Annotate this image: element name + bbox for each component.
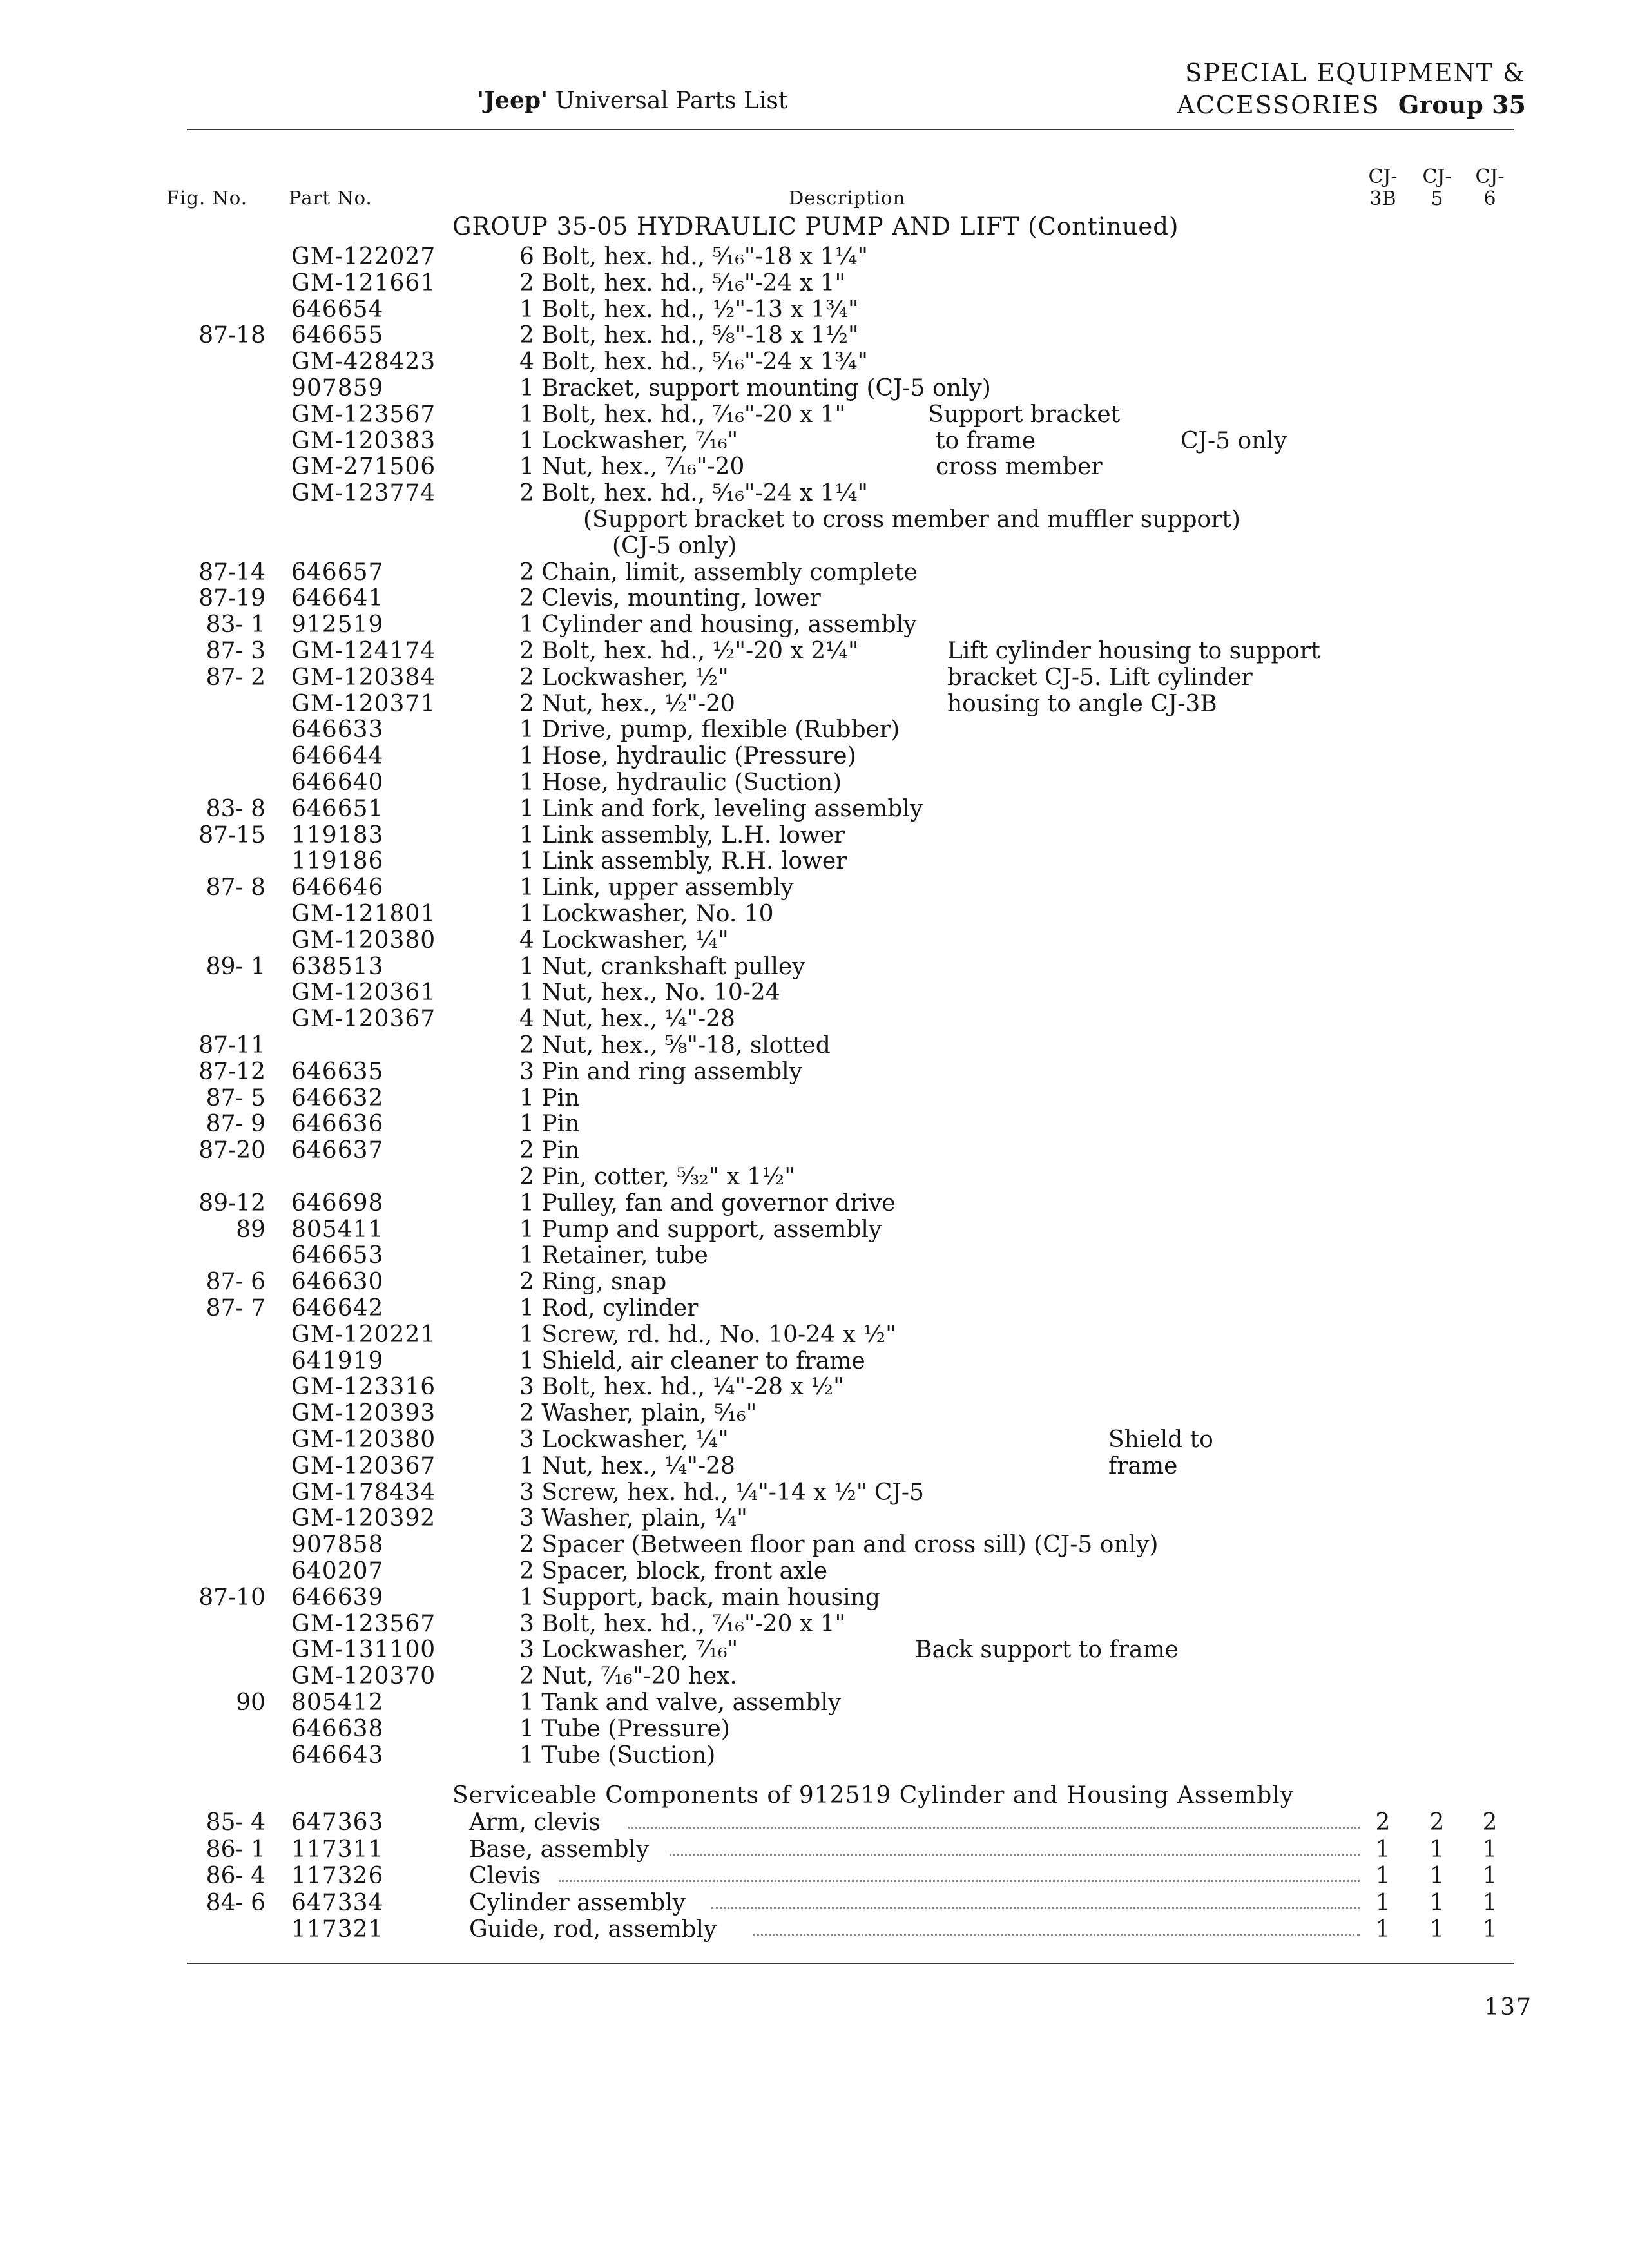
part-no-cell: 646633 xyxy=(291,716,384,744)
table-row xyxy=(0,979,1629,1006)
table-row xyxy=(0,769,1629,796)
description-cell: 3 Bolt, hex. hd., ¼"-28 x ½" xyxy=(519,1374,844,1401)
part-no-cell: 646635 xyxy=(291,1058,384,1085)
fig-no-cell: 84- 6 xyxy=(206,1889,265,1916)
part-no-cell: GM-120380 xyxy=(291,927,436,954)
applicability-note: CJ-5 only xyxy=(1181,427,1287,454)
part-no-cell: 646636 xyxy=(291,1111,384,1138)
description-column-header: Description xyxy=(789,187,906,209)
description-cell: 2 Chain, limit, assembly complete xyxy=(519,559,918,586)
component-row xyxy=(0,1863,1629,1889)
part-no-cell: GM-120371 xyxy=(291,690,436,717)
description-cell: 1 Tube (Pressure) xyxy=(519,1715,730,1742)
table-row xyxy=(0,1689,1629,1716)
table-row xyxy=(0,716,1629,743)
part-no-cell: 646655 xyxy=(291,322,384,349)
dot-leader xyxy=(628,1827,1360,1829)
description-cell: 2 Clevis, mounting, lower xyxy=(519,585,821,612)
group-note: bracket CJ-5. Lift cylinder xyxy=(947,664,1253,691)
table-row xyxy=(0,1242,1629,1269)
fig-no-cell: 86- 4 xyxy=(206,1863,265,1889)
table-row xyxy=(0,270,1629,296)
part-no-cell: GM-120392 xyxy=(291,1505,436,1532)
group-note: housing to angle CJ-3B xyxy=(947,690,1217,717)
cj3b-quantity-cell: 1 xyxy=(1375,1863,1391,1889)
table-row xyxy=(0,1611,1629,1637)
part-no-cell: 646654 xyxy=(291,296,384,323)
cj6-quantity-cell: 1 xyxy=(1482,1863,1498,1889)
description-cell: 2 Nut, hex., ⅝"-18, slotted xyxy=(519,1032,831,1059)
part-no-cell: 638513 xyxy=(291,953,384,980)
group-note: Shield to xyxy=(1108,1427,1213,1453)
part-no-cell: 646640 xyxy=(291,769,384,796)
group-note: frame xyxy=(1108,1452,1178,1479)
fig-no-cell: 89 xyxy=(236,1216,265,1243)
part-no-cell: GM-120221 xyxy=(291,1321,436,1348)
header-rule xyxy=(187,129,1514,130)
description-cell: 1 Link, upper assembly xyxy=(519,874,794,901)
description-cell: 4 Lockwasher, ¼" xyxy=(519,927,729,954)
footer-rule xyxy=(187,1963,1514,1964)
description-cell: 1 Hose, hydraulic (Suction) xyxy=(519,769,842,796)
fig-no-cell: 89- 1 xyxy=(206,953,265,980)
cj6-quantity-cell: 1 xyxy=(1482,1836,1498,1863)
description-cell: 1 Link assembly, R.H. lower xyxy=(519,848,847,875)
description-cell: (Support bracket to cross member and muffler support) xyxy=(583,506,1240,533)
table-row xyxy=(0,1348,1629,1374)
description-cell: 1 Rod, cylinder xyxy=(519,1295,699,1321)
part-no-cell: GM-120380 xyxy=(291,1427,436,1453)
cj5-quantity-cell: 1 xyxy=(1429,1863,1445,1889)
cj3b-quantity-cell: 2 xyxy=(1375,1809,1391,1836)
fig-no-cell: 87- 6 xyxy=(206,1269,265,1296)
description-cell: 1 Tube (Suction) xyxy=(519,1742,716,1769)
description-cell: 2 Spacer (Between floor pan and cross sill) (CJ-5 only) xyxy=(519,1532,1159,1559)
fig-no-cell: 87-11 xyxy=(198,1032,265,1059)
table-row xyxy=(0,322,1629,349)
table-row xyxy=(0,296,1629,323)
table-row xyxy=(0,1584,1629,1611)
table-row xyxy=(0,559,1629,586)
table-row xyxy=(0,1479,1629,1506)
description-cell: 2 Bolt, hex. hd., ½"-20 x 2¼" xyxy=(519,638,859,664)
table-row xyxy=(0,954,1629,980)
group-note: cross member xyxy=(936,454,1103,481)
page-number: 137 xyxy=(1484,1994,1532,2021)
description-cell: 1 Lockwasher, No. 10 xyxy=(519,901,774,927)
table-row xyxy=(0,1295,1629,1321)
table-row xyxy=(0,664,1629,691)
part-no-cell: 646632 xyxy=(291,1084,384,1111)
table-row xyxy=(0,901,1629,927)
part-no-cell: 117311 xyxy=(291,1836,384,1863)
part-no-cell: 646639 xyxy=(291,1584,384,1611)
table-row xyxy=(0,743,1629,769)
part-no-cell: 646698 xyxy=(291,1189,384,1216)
description-cell: 1 Hose, hydraulic (Pressure) xyxy=(519,743,856,770)
table-row xyxy=(0,1637,1629,1663)
part-no-cell: 646651 xyxy=(291,795,384,822)
part-no-cell: GM-271506 xyxy=(291,454,436,481)
table-row xyxy=(0,506,1629,533)
description-cell: 2 Nut, ⁷⁄₁₆"-20 hex. xyxy=(519,1663,737,1690)
table-row xyxy=(0,1742,1629,1769)
description-cell: 1 Pin xyxy=(519,1084,580,1111)
part-no-cell: GM-121801 xyxy=(291,901,436,927)
part-no-cell: 805411 xyxy=(291,1216,384,1243)
brand-name: 'Jeep' xyxy=(477,87,548,114)
description-cell: 1 Cylinder and housing, assembly xyxy=(519,611,917,639)
description-cell: 1 Pin xyxy=(519,1111,580,1138)
cj6-quantity-cell: 1 xyxy=(1482,1889,1498,1916)
fig-no-cell: 87- 9 xyxy=(206,1111,265,1138)
fig-no-cell: 87-18 xyxy=(198,322,265,349)
description-cell: 3 Bolt, hex. hd., ⁷⁄₁₆"-20 x 1" xyxy=(519,1610,846,1637)
part-no-cell: 646653 xyxy=(291,1242,384,1269)
table-row xyxy=(0,480,1629,506)
table-row xyxy=(0,1032,1629,1059)
description-cell: 2 Bolt, hex. hd., ⅝"-18 x 1½" xyxy=(519,322,859,349)
description-cell: 1 Nut, hex., ¼"-28 xyxy=(519,1452,735,1479)
table-row xyxy=(0,638,1629,664)
part-no-cell: 907859 xyxy=(291,375,384,401)
table-row xyxy=(0,1558,1629,1584)
part-no-cell: GM-131100 xyxy=(291,1637,436,1664)
fig-no-cell: 87-14 xyxy=(198,559,265,586)
table-row xyxy=(0,874,1629,901)
section-heading-line1: SPECIAL EQUIPMENT & xyxy=(1185,59,1526,87)
description-cell: 1 Bolt, hex. hd., ⁷⁄₁₆"-20 x 1" xyxy=(519,401,846,428)
description-cell: 3 Washer, plain, ¼" xyxy=(519,1505,747,1532)
table-row xyxy=(0,1006,1629,1032)
dot-leader xyxy=(753,1934,1360,1936)
table-row xyxy=(0,401,1629,428)
fig-no-cell: 87-12 xyxy=(198,1058,265,1085)
part-no-cell: GM-122027 xyxy=(291,244,436,270)
fig-no-cell: 87- 2 xyxy=(206,664,265,691)
description-cell: 1 Link and fork, leveling assembly xyxy=(519,795,923,822)
part-no-cell: 647363 xyxy=(291,1809,384,1836)
table-row xyxy=(0,822,1629,849)
description-cell: 1 Nut, hex., ⁷⁄₁₆"-20 xyxy=(519,454,745,481)
part-no-cell: 907858 xyxy=(291,1532,384,1559)
part-no-cell: 117321 xyxy=(291,1916,384,1943)
cj3b-quantity-cell: 1 xyxy=(1375,1889,1391,1916)
part-no-cell: 641919 xyxy=(291,1347,384,1374)
cj3b-column-header: CJ- 3B xyxy=(1368,166,1398,210)
fig-no-cell: 87-10 xyxy=(198,1584,265,1611)
cj6-column-header: CJ- 6 xyxy=(1475,166,1505,210)
part-no-cell: 646644 xyxy=(291,743,384,770)
section-heading xyxy=(1177,57,1526,121)
table-row xyxy=(0,1059,1629,1085)
part-no-cell: GM-121661 xyxy=(291,269,436,296)
description-cell: 1 Support, back, main housing xyxy=(519,1584,880,1611)
part-no-cell: GM-123316 xyxy=(291,1374,436,1401)
fig-no-cell: 86- 1 xyxy=(206,1836,265,1863)
group-note: Lift cylinder housing to support xyxy=(947,638,1320,664)
part-no-cell: 646643 xyxy=(291,1742,384,1769)
part-no-cell: 119186 xyxy=(291,848,384,875)
dot-leader xyxy=(711,1907,1360,1909)
part-no-cell: 646637 xyxy=(291,1137,384,1164)
dot-leader xyxy=(559,1880,1360,1882)
table-row xyxy=(0,1321,1629,1348)
table-row xyxy=(0,533,1629,559)
part-no-cell: GM-124174 xyxy=(291,638,436,664)
description-cell: 1 Bolt, hex. hd., ½"-13 x 1¾" xyxy=(519,296,859,323)
fig-no-cell: 87- 7 xyxy=(206,1295,265,1321)
table-row xyxy=(0,1216,1629,1243)
description-cell: 1 Drive, pump, flexible (Rubber) xyxy=(519,716,900,744)
fig-no-column-header: Fig. No. xyxy=(166,187,247,209)
cj3b-quantity-cell: 1 xyxy=(1375,1916,1391,1943)
table-row xyxy=(0,1164,1629,1190)
cj5-quantity-cell: 1 xyxy=(1429,1889,1445,1916)
description-cell: 1 Screw, rd. hd., No. 10-24 x ½" xyxy=(519,1321,896,1348)
table-row xyxy=(0,375,1629,401)
fig-no-cell: 87- 3 xyxy=(206,638,265,664)
dot-leader xyxy=(670,1854,1360,1856)
document-title-text: Universal Parts List xyxy=(548,88,788,114)
description-cell: 3 Lockwasher, ¼" xyxy=(519,1427,729,1453)
group-note: Back support to frame xyxy=(915,1637,1179,1664)
part-no-cell: GM-120361 xyxy=(291,979,436,1006)
description-cell: 3 Screw, hex. hd., ¼"-14 x ½" CJ-5 xyxy=(519,1479,924,1506)
fig-no-cell: 87- 8 xyxy=(206,874,265,901)
fig-no-cell: 87- 5 xyxy=(206,1084,265,1111)
cj5-quantity-cell: 2 xyxy=(1429,1809,1445,1836)
section-heading-line2: ACCESSORIES xyxy=(1177,91,1380,119)
description-cell: 2 Lockwasher, ½" xyxy=(519,664,729,691)
table-row xyxy=(0,927,1629,954)
part-no-cell: GM-178434 xyxy=(291,1479,436,1506)
description-cell: Cylinder assembly xyxy=(469,1889,686,1916)
fig-no-cell: 87-15 xyxy=(198,822,265,849)
fig-no-cell: 90 xyxy=(236,1689,265,1716)
part-no-cell: 640207 xyxy=(291,1558,384,1584)
description-cell: 1 Link assembly, L.H. lower xyxy=(519,822,845,849)
description-cell: (CJ-5 only) xyxy=(612,532,737,559)
table-row xyxy=(0,1716,1629,1742)
part-no-cell: 646630 xyxy=(291,1269,384,1296)
part-no-column-header: Part No. xyxy=(289,187,372,209)
document-title xyxy=(477,87,787,114)
table-row xyxy=(0,428,1629,454)
table-row xyxy=(0,848,1629,874)
part-no-cell: GM-123567 xyxy=(291,401,436,428)
part-no-cell: 646646 xyxy=(291,874,384,901)
description-cell: 3 Pin and ring assembly xyxy=(519,1058,802,1085)
component-row xyxy=(0,1809,1629,1836)
component-row xyxy=(0,1890,1629,1916)
description-cell: 2 Nut, hex., ½"-20 xyxy=(519,690,735,717)
part-no-cell: GM-120370 xyxy=(291,1663,436,1690)
components-title: Serviceable Components of 912519 Cylinder and Housing Assembly xyxy=(452,1782,1295,1809)
description-cell: 2 Washer, plain, ⁵⁄₁₆" xyxy=(519,1400,757,1427)
group-note: to frame xyxy=(936,427,1036,454)
part-no-cell: GM-123567 xyxy=(291,1610,436,1637)
part-no-cell: 117326 xyxy=(291,1863,384,1889)
table-row xyxy=(0,1085,1629,1111)
description-cell: Guide, rod, assembly xyxy=(469,1916,717,1943)
part-no-cell: 646641 xyxy=(291,585,384,612)
part-no-cell: 912519 xyxy=(291,611,384,639)
part-no-cell: 647334 xyxy=(291,1889,384,1916)
fig-no-cell: 87-20 xyxy=(198,1137,265,1164)
description-cell: 1 Pump and support, assembly xyxy=(519,1216,882,1243)
cj5-column-header: CJ- 5 xyxy=(1422,166,1452,210)
table-row xyxy=(0,691,1629,717)
fig-no-cell: 87-19 xyxy=(198,585,265,612)
part-no-cell: GM-428423 xyxy=(291,349,436,376)
cj3b-quantity-cell: 1 xyxy=(1375,1836,1391,1863)
fig-no-cell: 83- 1 xyxy=(206,611,265,639)
description-cell: 4 Bolt, hex. hd., ⁵⁄₁₆"-24 x 1¾" xyxy=(519,349,868,376)
part-no-cell: GM-120383 xyxy=(291,427,436,454)
description-cell: 6 Bolt, hex. hd., ⁵⁄₁₆"-18 x 1¼" xyxy=(519,244,868,270)
part-no-cell: 646638 xyxy=(291,1715,384,1742)
component-row xyxy=(0,1916,1629,1943)
table-row xyxy=(0,585,1629,611)
part-no-cell: GM-120384 xyxy=(291,664,436,691)
description-cell: 2 Bolt, hex. hd., ⁵⁄₁₆"-24 x 1" xyxy=(519,269,846,296)
part-no-cell: 646657 xyxy=(291,559,384,586)
component-row xyxy=(0,1836,1629,1863)
fig-no-cell: 85- 4 xyxy=(206,1809,265,1836)
part-no-cell: GM-120367 xyxy=(291,1006,436,1033)
description-cell: 4 Nut, hex., ¼"-28 xyxy=(519,1006,735,1033)
table-row xyxy=(0,1453,1629,1479)
description-cell: 3 Lockwasher, ⁷⁄₁₆" xyxy=(519,1637,738,1664)
cj6-quantity-cell: 1 xyxy=(1482,1916,1498,1943)
part-no-cell: GM-123774 xyxy=(291,480,436,507)
part-no-cell: GM-120393 xyxy=(291,1400,436,1427)
description-cell: Arm, clevis xyxy=(469,1809,601,1836)
part-no-cell: 119183 xyxy=(291,822,384,849)
description-cell: 1 Bracket, support mounting (CJ-5 only) xyxy=(519,375,991,401)
table-row xyxy=(0,244,1629,270)
table-row xyxy=(0,1532,1629,1558)
description-cell: Clevis xyxy=(469,1863,541,1889)
description-cell: 1 Lockwasher, ⁷⁄₁₆" xyxy=(519,427,738,454)
table-row xyxy=(0,796,1629,822)
table-row xyxy=(0,611,1629,638)
cj5-quantity-cell: 1 xyxy=(1429,1836,1445,1863)
table-row xyxy=(0,349,1629,375)
description-cell: 2 Bolt, hex. hd., ⁵⁄₁₆"-24 x 1¼" xyxy=(519,480,868,507)
description-cell: 1 Shield, air cleaner to frame xyxy=(519,1347,865,1374)
description-cell: 1 Retainer, tube xyxy=(519,1242,708,1269)
description-cell: 2 Spacer, block, front axle xyxy=(519,1558,828,1584)
group-note: Support bracket xyxy=(928,401,1121,428)
part-no-cell: 646642 xyxy=(291,1295,384,1321)
description-cell: 2 Pin xyxy=(519,1137,580,1164)
table-row xyxy=(0,1137,1629,1164)
group-number: Group 35 xyxy=(1398,90,1526,119)
table-row xyxy=(0,1269,1629,1295)
description-cell: 1 Nut, hex., No. 10-24 xyxy=(519,979,780,1006)
table-row xyxy=(0,1400,1629,1427)
table-row xyxy=(0,1111,1629,1137)
description-cell: 1 Pulley, fan and governor drive xyxy=(519,1189,896,1216)
table-row xyxy=(0,1374,1629,1400)
fig-no-cell: 83- 8 xyxy=(206,795,265,822)
table-row xyxy=(0,1427,1629,1453)
description-cell: 1 Nut, crankshaft pulley xyxy=(519,953,805,980)
group-title: GROUP 35-05 HYDRAULIC PUMP AND LIFT (Continued) xyxy=(452,213,1179,240)
table-row xyxy=(0,1663,1629,1689)
fig-no-cell: 89-12 xyxy=(198,1189,265,1216)
description-cell: Base, assembly xyxy=(469,1836,650,1863)
table-row xyxy=(0,1190,1629,1216)
part-no-cell: GM-120367 xyxy=(291,1452,436,1479)
part-no-cell: 805412 xyxy=(291,1689,384,1716)
cj5-quantity-cell: 1 xyxy=(1429,1916,1445,1943)
description-cell: 2 Pin, cotter, ⁵⁄₃₂" x 1½" xyxy=(519,1164,795,1190)
table-row xyxy=(0,454,1629,480)
description-cell: 2 Ring, snap xyxy=(519,1269,667,1296)
table-row xyxy=(0,1505,1629,1532)
cj6-quantity-cell: 2 xyxy=(1482,1809,1498,1836)
description-cell: 1 Tank and valve, assembly xyxy=(519,1689,842,1716)
